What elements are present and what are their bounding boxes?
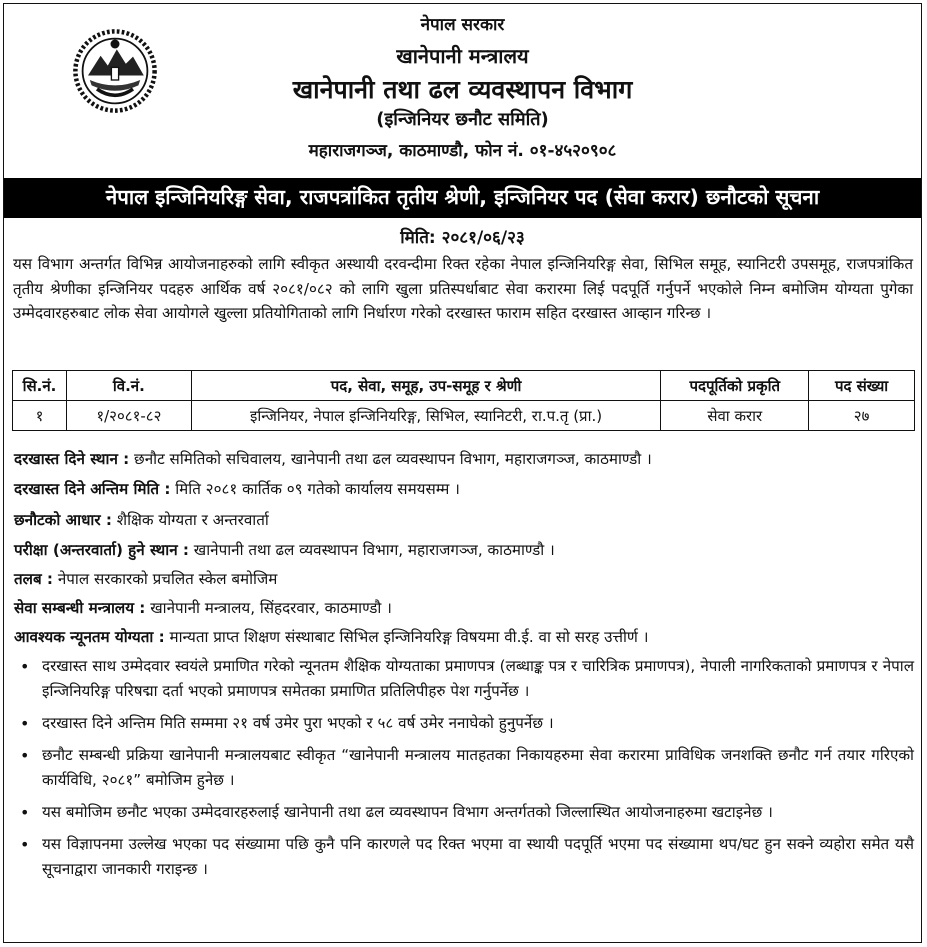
info-interview-place <box>14 540 914 560</box>
cell-post: इन्जिनियर, नेपाल इन्जिनियरिङ्ग, सिभिल, स्यानिटरी, रा.प.तृ (प्रा.) <box>191 401 661 431</box>
info-value: मिति २०८१ कार्तिक ०९ गतेको कार्यालय समयसम्म । <box>170 480 460 498</box>
notice-title-banner: नेपाल इन्जिनियरिङ्ग सेवा, राजपत्रांकित तृतीय श्रेणी, इन्जिनियर पद (सेवा करार) छनौटको सूचना <box>4 178 921 218</box>
vacancy-table <box>12 370 915 431</box>
committee-name: (इन्जिनियर छनौट समिति) <box>376 109 549 130</box>
bullet-dot-icon: • <box>20 835 30 854</box>
info-value: शैक्षिक योग्यता र अन्तरवार्ता <box>111 511 269 529</box>
conditions-list <box>12 654 914 889</box>
info-selection-basis <box>14 510 914 530</box>
list-item <box>12 800 914 825</box>
address-phone: महाराजगञ्ज, काठमाण्डौ, फोन नं. ०१-४५२०९०८ <box>308 141 617 161</box>
info-label: दरखास्त दिने स्थान : <box>14 450 130 468</box>
info-label: छनौटको आधार : <box>14 511 112 529</box>
info-value: मान्यता प्राप्त शिक्षण संस्थाबाट सिभिल इन्जिनियरिङ्ग विषयमा वी.ई. वा सो सरह उत्तीर्ण । <box>164 628 649 646</box>
cell-nature: सेवा करार <box>661 401 809 431</box>
col-ad-number-header: वि.नं. <box>66 371 191 401</box>
list-item-text: दरखास्त साथ उम्मेदवार स्वयंले प्रमाणित गरेको न्यूनतम शैक्षिक योग्यताका प्रमाणपत्र (लब्धाङ्क पत्र र चारित्रिक प्रमाणपत्र), नेपाली नागरिकताको प्रमाणपत्र र नेपाल इन्जिनियरिङ्ग परिषद्मा दर्ता भएको प्रमाणपत्र समेतका प्रमाणित प्रतिलिपीहरु पेश गर्नुपर्नेछ । <box>42 657 914 700</box>
info-ministry <box>14 598 914 618</box>
info-salary <box>14 569 914 589</box>
info-label: तलब : <box>14 570 53 588</box>
info-deadline <box>14 479 914 499</box>
info-value: छनौट समितिको सचिवालय, खानेपानी तथा ढल व्यवस्थापन विभाग, महाराजगञ्ज, काठमाण्डौ । <box>129 450 652 468</box>
list-item <box>12 743 914 793</box>
info-label: आवश्यक न्यूनतम योग्यता : <box>14 628 165 646</box>
list-item-text: दरखास्त दिने अन्तिम मिति सम्ममा २१ वर्ष उमेर पुरा भएको र ५८ वर्ष उमेर ननाघेको हुनुपर्नेछ । <box>42 714 554 732</box>
bullet-dot-icon: • <box>20 657 30 676</box>
cell-count: २७ <box>809 401 915 431</box>
info-label: परीक्षा (अन्तरवार्ता) हुने स्थान : <box>14 541 189 559</box>
bullet-dot-icon: • <box>20 714 30 733</box>
list-item <box>12 711 914 736</box>
info-value: खानेपानी मन्त्रालय, सिंहदरवार, काठमाण्डौ । <box>145 599 392 617</box>
col-nature-header: पदपूर्तिको प्रकृति <box>661 371 809 401</box>
info-min-qualification <box>14 627 914 647</box>
list-item-text: छनौट सम्बन्धी प्रक्रिया खानेपानी मन्त्रालयबाट स्वीकृत “खानेपानी मन्त्रालय मातहतका निकायहरुमा सेवा करारमा प्राविधिक जनशक्ति छनौट गर्न तयार गरिएको कार्यविधि, २०८१” बमोजिम हुनेछ । <box>42 746 914 789</box>
notice-date: मिति: २०८१/०६/२३ <box>400 228 525 248</box>
col-count-header: पद संख्या <box>809 371 915 401</box>
cell-ad-number: १/२०८१-८२ <box>66 401 191 431</box>
notice-header <box>4 4 921 176</box>
government-name: नेपाल सरकार <box>420 15 505 35</box>
info-label: सेवा सम्बन्धी मन्त्रालय : <box>14 599 146 617</box>
list-item <box>12 654 914 704</box>
notice-frame <box>3 3 922 943</box>
list-item-text: यस विज्ञापनमा उल्लेख भएका पद संख्यामा पछि कुनै पनि कारणले पद रिक्त भएमा वा स्थायी पदपूर्ति भएमा पद संख्यामा थप/घट हुन सक्ने व्यहोरा समेत यसै सूचनाद्वारा जानकारी गराइन्छ । <box>42 835 914 878</box>
info-label: दरखास्त दिने अन्तिम मिति : <box>14 480 171 498</box>
bullet-dot-icon: • <box>20 803 30 822</box>
table-header-row <box>13 371 915 401</box>
cell-serial: १ <box>13 401 67 431</box>
department-name: खानेपानी तथा ढल व्यवस्थापन विभाग <box>292 75 633 104</box>
info-value: खानेपानी तथा ढल व्यवस्थापन विभाग, महाराजगञ्ज, काठमाण्डौ । <box>188 541 555 559</box>
table-row <box>13 401 915 431</box>
list-item-text: यस बमोजिम छनौट भएका उम्मेदवारहरुलाई खानेपानी तथा ढल व्यवस्थापन विभाग अन्तर्गतको जिल्लास्थित आयोजनाहरुमा खटाइनेछ । <box>42 803 773 821</box>
list-item <box>12 832 914 882</box>
col-serial-header: सि.नं. <box>13 371 67 401</box>
intro-paragraph: यस विभाग अन्तर्गत विभिन्न आयोजनाहरुको लागि स्वीकृत अस्थायी दरवन्दीमा रिक्त रहेका नेपाल इन्जिनियरिङ्ग सेवा, सिभिल समूह, स्यानिटरी उपसमूह, राजपत्रांकित तृतीय श्रेणीका इन्जिनियर पदहरु आर्थिक वर्ष २०८१/०८२ को लागि खुला प्रतिस्पर्धाबाट सेवा करारमा लिई पदपूर्ति गर्नुपर्ने भएकोले निम्न बमोजिम योग्यता पुगेका उम्मेदवारहरुबाट लोक सेवा आयोगले खुल्ला प्रतियोगिताको लागि निर्धारण गरेको दरखास्त फाराम सहित दरखास्त आव्हान गरिन्छ । <box>13 255 913 322</box>
col-post-header: पद, सेवा, समूह, उप-समूह र श्रेणी <box>191 371 661 401</box>
info-application-place <box>14 449 914 469</box>
bullet-dot-icon: • <box>20 746 30 765</box>
info-value: नेपाल सरकारको प्रचलित स्केल बमोजिम <box>53 570 278 588</box>
ministry-name: खानेपानी मन्त्रालय <box>396 44 529 68</box>
